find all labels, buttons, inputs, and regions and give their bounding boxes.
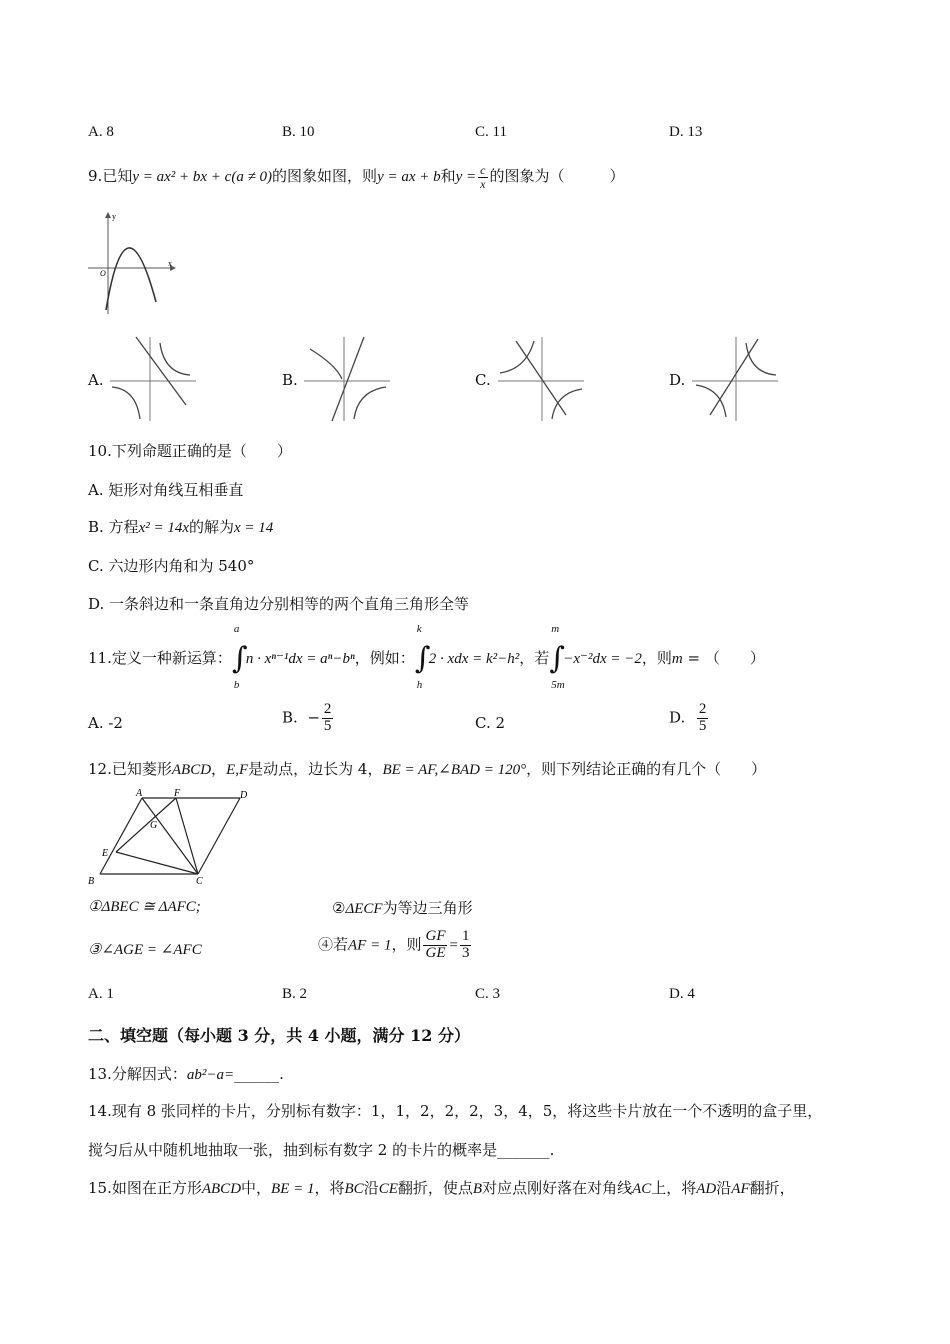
q8-option-a: A. 8 (88, 124, 114, 140)
integral-sign-2: ∫ k h (414, 623, 431, 691)
q9-stem: 9.已知y = ax² + bx + c(a ≠ 0)的图象如图，则y = ax + b和y = $\frac{c}{x}$ 的图象为（ ） (88, 163, 625, 191)
q9-fraction: $\frac{c}{x}$ (480, 163, 486, 191)
label-A: A (136, 788, 143, 799)
q9-option-b-graph (302, 335, 394, 423)
q12-option-d: D. 4 (669, 986, 695, 1002)
q9-option-a-label: A. (88, 371, 104, 389)
q12-stem: 12.已知菱形ABCD，E,F是动点，边长为 4，BE = AF,∠BAD = 120°，则下列结论正确的有几个（ ） (88, 760, 767, 778)
q9-option-b-label: B. (282, 371, 298, 389)
q13-stem: 13.分解因式：ab²−a=______. (88, 1065, 284, 1083)
q12-rhombus-figure (86, 786, 262, 888)
q8-option-d: D. 13 (669, 124, 703, 140)
label-C: C (196, 876, 203, 887)
q11-option-b: B. − $\frac{2}{5}$ (282, 701, 332, 734)
q9-option-c-label: C. (475, 371, 491, 389)
y-axis-label: y (112, 212, 116, 221)
q12-statement-3: ③∠AGE = ∠AFC (88, 942, 202, 958)
label-G: G (150, 820, 158, 831)
q9-option-d-graph (690, 335, 782, 423)
label-F: F (174, 788, 181, 799)
q10-option-c: C. 六边形内角和为 540° (88, 557, 255, 575)
q8-option-b: B. 10 (282, 124, 315, 140)
q10-option-d: D. 一条斜边和一条直角边分别相等的两个直角三角形全等 (88, 595, 470, 613)
q12-statement-1: ①ΔBEC ≅ ΔAFC; (88, 899, 201, 915)
x-axis-label: x (168, 259, 172, 268)
label-E: E (102, 848, 109, 859)
q10-option-b: B. 方程x² = 14x的解为x = 14 (88, 518, 274, 536)
q12-option-c: C. 3 (475, 986, 501, 1002)
origin-label: O (100, 269, 106, 278)
q12-option-a: A. 1 (88, 986, 114, 1002)
q9-option-c-graph (496, 335, 588, 423)
q15-stem: 15.如图在正方形ABCD中，BE = 1，将BC沿CE翻折，使点B对应点刚好落在对角线AC上，将AD沿AF翻折， (88, 1179, 795, 1197)
q14-line-2: 搅匀后从中随机地抽取一张，抽到标有数字 2 的卡片的概率是_______. (88, 1141, 555, 1159)
q10-option-a: A. 矩形对角线互相垂直 (88, 481, 244, 499)
q11-option-c: C. 2 (475, 714, 506, 732)
q9-option-d-label: D. (669, 371, 686, 389)
q9-option-a-graph (108, 335, 200, 423)
q8-option-c: C. 11 (475, 124, 507, 140)
integral-sign-1: ∫ a b (231, 623, 248, 691)
label-B: B (88, 876, 95, 887)
q12-option-b: B. 2 (282, 986, 308, 1002)
q11-stem: 11.定义一种新运算： ∫ a b n · xⁿ⁻¹dx = aⁿ−bⁿ，例如： ∫ k h 2 · xdx = k²−h²，若 ∫ m 5m −x⁻²dx = −2，则m = （ ） (88, 623, 765, 691)
q12-statement-2: ②ΔECF为等边三角形 (332, 899, 473, 917)
label-D: D (240, 790, 248, 801)
integral-sign-3: ∫ m 5m (549, 623, 565, 691)
q11-option-a: A. -2 (88, 714, 123, 732)
section-heading-fill-in: 二、填空题（每小题 3 分，共 4 小题，满分 12 分） (88, 1026, 470, 1045)
q12-statement-4: ④若AF = 1，则 $\frac{GF}{GE}$ = $\frac{1}{3}$ (318, 928, 470, 961)
q14-line-1: 14.现有 8 张同样的卡片，分别标有数字：1，1，2，2，2，3，4，5，将这些卡片放在一个不透明的盒子里， (88, 1102, 823, 1120)
q9-parabola-graph (86, 210, 178, 316)
q10-stem: 10.下列命题正确的是（ ） (88, 442, 292, 460)
q13-answer-blank: ______ (234, 1065, 280, 1083)
q11-option-d: D. $\frac{2}{5}$ (669, 701, 707, 734)
